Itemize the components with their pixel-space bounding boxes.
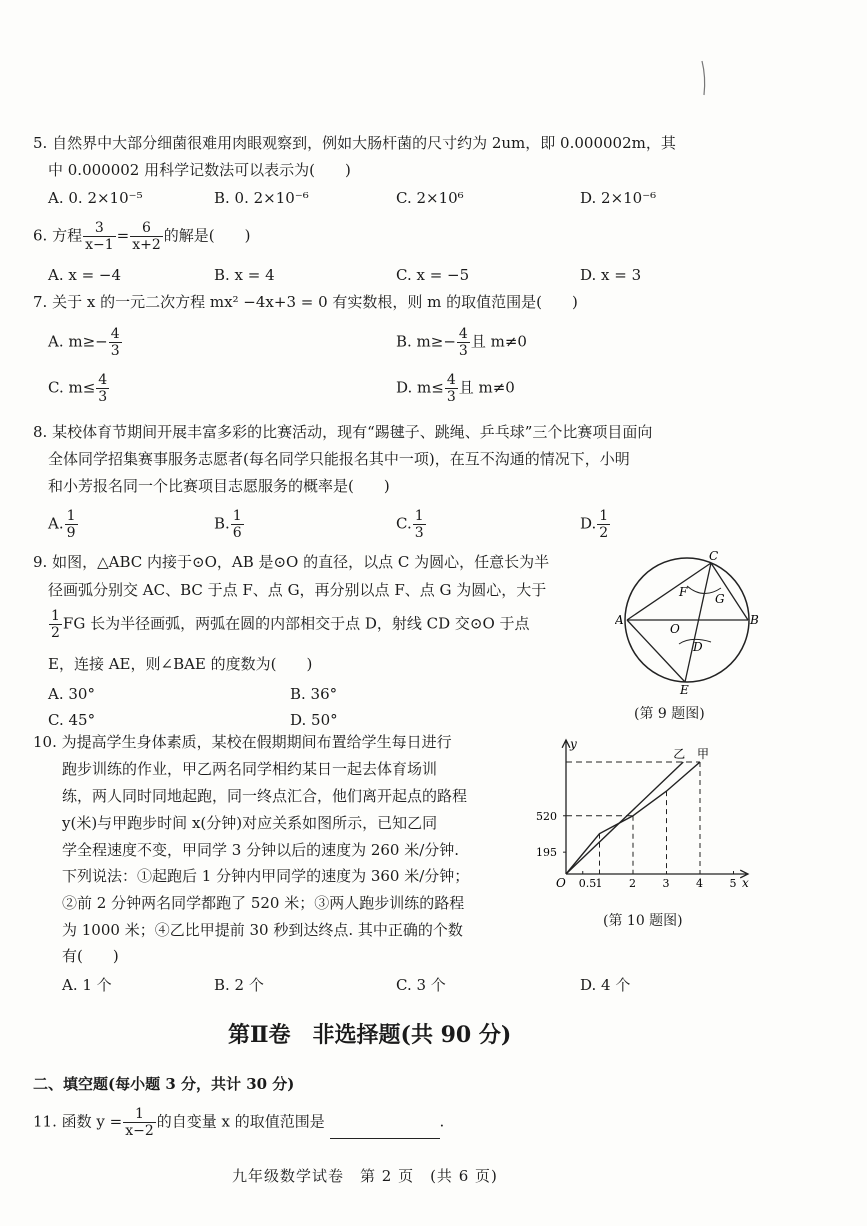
q8-option-b: B. $\frac{1}{6}$ (214, 508, 242, 541)
label-e: E (680, 683, 689, 697)
y-axis-label: y (570, 737, 577, 751)
q9-option-a: A. 30° (48, 685, 95, 703)
q9-line4: E，连接 AE，则∠BAE 的度数为( ) (48, 655, 313, 673)
segment-ac (627, 563, 711, 620)
q10-line: 有( ) (62, 947, 119, 965)
label-a: A (615, 613, 624, 627)
q9-line2: 径画弧分别交 AC、BC 于点 F、点 G，再分别以点 F、点 G 为圆心，大于 (48, 581, 547, 599)
q9-option-c: C. 45° (48, 711, 96, 729)
q5-line1: 5. 自然界中大部分细菌很难用肉眼观察到，例如大肠杆菌的尺寸约为 2um，即 0.000002m，其 (33, 134, 676, 152)
x-tick-label: 1 (595, 877, 603, 890)
x-tick-label: 3 (662, 877, 670, 890)
q10-caption: (第 10 题图) (603, 913, 683, 929)
q6-prefix: 6. 方程 (33, 226, 83, 245)
q8-option-c: C. $\frac{1}{3}$ (396, 508, 424, 541)
part2-heading: 二、填空题(每小题 3 分，共计 30 分) (33, 1075, 295, 1093)
page-footer: 九年级数学试卷 第 2 页 (共 6 页) (232, 1167, 498, 1185)
origin-label: O (556, 876, 566, 890)
q6-option-b: B. x = 4 (214, 266, 275, 284)
q10-line: 练，两人同时同地起跑，同一终点汇合，他们离开起点的路程 (62, 787, 468, 805)
q6-option-a: A. x = −4 (48, 266, 122, 284)
q5-option-c: C. 2×10⁶ (396, 189, 464, 207)
label-c: C (709, 549, 719, 563)
q10-line: 跑步训练的作业，甲乙两名同学相约某日一起去体育场训 (62, 760, 438, 778)
q5-line2: 中 0.000002 用科学记数法可以表示为( ) (48, 161, 351, 179)
q10-line: 学全程速度不变，甲同学 3 分钟以后的速度为 260 米/分钟. (62, 841, 460, 859)
q8-line2: 全体同学招集赛事服务志愿者(每名同学只能报名其中一项)，在互不沟通的情况下，小明 (48, 450, 630, 468)
q10-line-chart (530, 732, 760, 902)
q5-option-b: B. 0. 2×10⁻⁶ (214, 189, 309, 207)
x-tick-label: 0.5 (578, 877, 597, 890)
q10-line: 下列说法：①起跑后 1 分钟内甲同学的速度为 360 米/分钟； (62, 867, 470, 885)
q7-option-d: D. m≤ $\frac{4}{3}$ 且 m≠0 (396, 372, 515, 405)
q8-line3: 和小芳报名同一个比赛项目志愿服务的概率是( ) (48, 477, 390, 495)
y-tick-label: 195 (536, 846, 557, 860)
q9-caption: (第 9 题图) (634, 706, 705, 722)
y-tick-label: 520 (536, 809, 557, 823)
q10-line: ②前 2 分钟两名同学都跑了 520 米；③两人跑步训练的路程 (62, 894, 465, 912)
q7-option-b: B. m≥− $\frac{4}{3}$ 且 m≠0 (396, 326, 527, 359)
scan-mark (690, 55, 730, 105)
q8-option-a: A. $\frac{1}{9}$ (48, 508, 76, 541)
q7-option-c: C. m≤ $\frac{4}{3}$ (48, 372, 108, 405)
q8-line1: 8. 某校体育节期间开展丰富多彩的比赛活动，现有“踢毽子、跳绳、乒乓球”三个比赛项目面向 (33, 423, 653, 441)
q9-line3: $\frac{1}{2}$ FG 长为半径画弧，两弧在圆的内部相交于点 D，射线 CD 交⊙O 于点 (51, 608, 530, 641)
q11-answer-blank[interactable] (330, 1124, 440, 1139)
series-line (566, 762, 683, 874)
x-tick-label: 4 (696, 877, 703, 890)
q9-line1: 9. 如图，△ABC 内接于⊙O，AB 是⊙O 的直径，以点 C 为圆心，任意长为半 (33, 553, 550, 571)
q9-circle-figure (615, 548, 765, 698)
series-label-jia: 甲 (697, 747, 710, 761)
q9-option-b: B. 36° (290, 685, 338, 703)
q10-line: y(米)与甲跑步时间 x(分钟)对应关系如图所示，已知乙同 (62, 814, 438, 832)
label-f: F (679, 585, 688, 599)
q6-fraction-left: $\frac{3}{x-1}$ (85, 220, 114, 253)
label-d: D (693, 640, 703, 654)
q10-option-c: C. 3 个 (396, 976, 446, 994)
q7-option-a: A. m≥− $\frac{4}{3}$ (48, 326, 120, 359)
q8-option-d: D. $\frac{1}{2}$ (580, 508, 609, 541)
q7-line1: 7. 关于 x 的一元二次方程 mx² −4x+3 = 0 有实数根，则 m 的取值范围是( ) (33, 293, 578, 311)
q10-option-a: A. 1 个 (62, 976, 112, 994)
series-label-yi: 乙 (673, 747, 686, 761)
q9-option-d: D. 50° (290, 711, 338, 729)
x-axis-label: x (742, 876, 749, 890)
q6-option-d: D. x = 3 (580, 266, 642, 284)
q6-option-c: C. x = −5 (396, 266, 470, 284)
q10-option-b: B. 2 个 (214, 976, 264, 994)
ray-cd (685, 563, 711, 682)
x-tick-label: 5 (729, 877, 737, 890)
q11-fraction: $\frac{1}{x-2}$ (125, 1106, 154, 1139)
section-title: 第Ⅱ卷 非选择题(共 90 分) (228, 1022, 512, 1048)
label-g: G (715, 592, 725, 606)
q5-option-a: A. 0. 2×10⁻⁵ (48, 189, 143, 207)
q6-fraction-right: $\frac{6}{x+2}$ (132, 220, 161, 253)
x-tick-label: 2 (629, 877, 636, 890)
q6-stem: 6. 方程 $\frac{3}{x-1}$ = $\frac{6}{x+2}$ 的解是( ) (33, 220, 251, 253)
label-b: B (750, 613, 759, 627)
q5-option-d: D. 2×10⁻⁶ (580, 189, 657, 207)
q10-option-d: D. 4 个 (580, 976, 631, 994)
q10-line: 10. 为提高学生身体素质，某校在假期期间布置给学生每日进行 (33, 733, 452, 751)
q11-stem: 11. 函数 y = $\frac{1}{x-2}$ 的自变量 x 的取值范围是 . (33, 1106, 445, 1139)
label-o: O (670, 622, 680, 636)
q6-suffix: 的解是( ) (163, 226, 251, 245)
q10-line: 为 1000 米；④乙比甲提前 30 秒到达终点. 其中正确的个数 (62, 921, 463, 939)
